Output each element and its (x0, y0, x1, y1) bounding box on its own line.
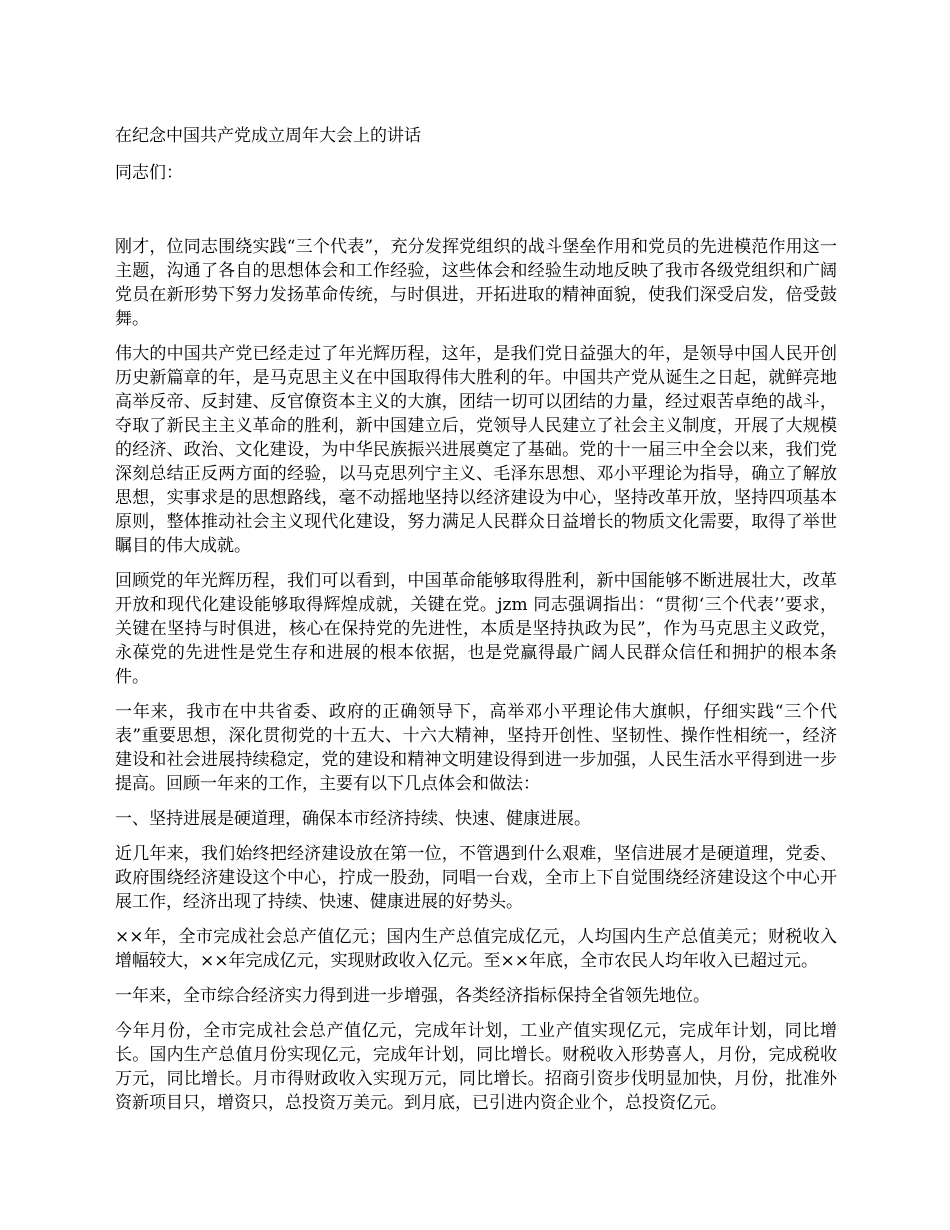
paragraph-8: 今年月份，全市完成社会总产值亿元，完成年计划，工业产值实现亿元，完成年计划，同比增长。国内生产总值月份实现亿元，完成年计划，同比增长。财税收入形势喜人，月份，完成税收万元，同比增长。月市得财政收入实现万元，同比增长。招商引资步伐明显加快，月份，批准外资新项目只，增资只，总投资万美元。到月底，已引进内资企业个，总投资亿元。 (115, 1021, 837, 1113)
paragraph-4: 一年来，我市在中共省委、政府的正确领导下，高举邓小平理论伟大旗帜，仔细实践“三个代表”重要思想，深化贯彻党的十五大、十六大精神，坚持开创性、坚韧性、操作性相统一，经济建设和社会进展持续稳定，党的建设和精神文明建设得到进一步加强，人民生活水平得到进一步提高。回顾一年来的工作，主要有以下几点体会和做法： (115, 702, 837, 794)
paragraph-7: 一年来，全市综合经济实力得到进一步增强，各类经济指标保持全省领先地位。 (115, 986, 710, 1006)
section-heading-1: 一、坚持进展是硬道理，确保本市经济持续、快速、健康进展。 (115, 809, 591, 829)
paragraph-6: ××年，全市完成社会总产值亿元；国内生产总值完成亿元，人均国内生产总值美元；财税收入增幅较大，××年完成亿元，实现财政收入亿元。至××年底，全市农民人均年收入已超过元。 (115, 927, 837, 971)
paragraph-2: 伟大的中国共产党已经走过了年光辉历程，这年，是我们党日益强大的年，是领导中国人民开创历史新篇章的年，是马克思主义在中国取得伟大胜利的年。中国共产党从诞生之日起，就鲜亮地高举反帝、反封建、反官僚资本主义的大旗，团结一切可以团结的力量，经过艰苦卓绝的战斗，夺取了新民主主义革命的胜利，新中国建立后，党领导人民建立了社会主义制度，开展了大规模的经济、政治、文化建设，为中华民族振兴进展奠定了基础。党的十一届三中全会以来，我们党深刻总结正反两方面的经验，以马克思列宁主义、毛泽东思想、邓小平理论为指导，确立了解放思想，实事求是的思想路线，毫不动摇地坚持以经济建设为中心，坚持改革开放，坚持四项基本原则，整体推动社会主义现代化建设，努力满足人民群众日益增长的物质文化需要，取得了举世瞩目的伟大成就。 (115, 344, 837, 556)
document-title: 在纪念中国共产党成立周年大会上的讲话 (115, 126, 421, 146)
salutation: 同志们： (115, 163, 183, 183)
paragraph-3: 回顾党的年光辉历程，我们可以看到，中国革命能够取得胜利，新中国能够不断进展壮大，改革开放和现代化建设能够取得辉煌成就，关键在党。jzm 同志强调指出：“贯彻‘三个代表’’要求，关键在坚持与时俱进，核心在保持党的先进性，本质是坚持执政为民”，作为马克思主义政党，永葆党的先进性是党生存和进展的根本依据，也是党赢得最广阔人民群众信任和拥护的根本条件。 (115, 571, 837, 687)
paragraph-1: 刚才，位同志围绕实践“三个代表”，充分发挥党组织的战斗堡垒作用和党员的先进模范作用这一主题，沟通了各自的思想体会和工作经验，这些体会和经验生动地反映了我市各级党组织和广阔党员在新形势下努力发扬革命传统，与时俱进，开拓进取的精神面貌，使我们深受启发，倍受鼓舞。 (115, 237, 837, 329)
document-body (115, 124, 837, 1126)
paragraph-5: 近几年来，我们始终把经济建设放在第一位，不管遇到什么艰难，坚信进展才是硬道理，党委、政府围绕经济建设这个中心，拧成一股劲，同唱一台戏，全市上下自觉围绕经济建设这个中心开展工作，经济出现了持续、快速、健康进展的好势头。 (115, 844, 837, 912)
